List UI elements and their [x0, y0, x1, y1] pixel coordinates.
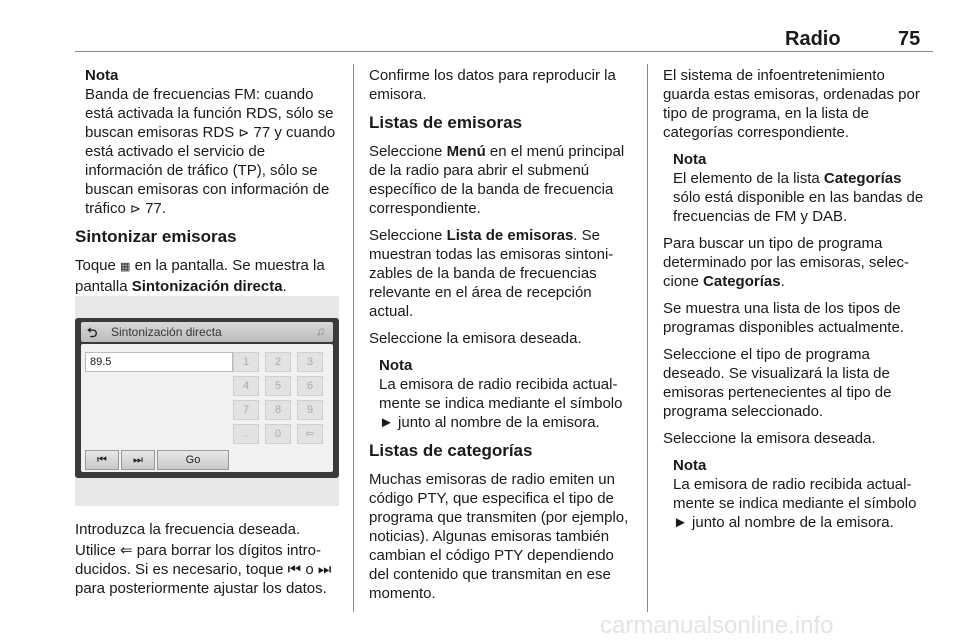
column-divider — [647, 64, 648, 612]
page-ref-arrow-icon: ⊳ — [130, 201, 141, 216]
key-5[interactable]: 5 — [265, 376, 291, 396]
key-7[interactable]: 7 — [233, 400, 259, 420]
key-dot[interactable]: . — [233, 424, 259, 444]
note-text: y cuando está activado el servicio de información de tráfico (TP), sólo se buscan emisoras con información de tráfico — [85, 124, 336, 217]
page-number: 75 — [898, 28, 921, 50]
screen-body — [81, 344, 333, 472]
note-heading: Nota — [673, 151, 707, 168]
key-0[interactable]: 0 — [265, 424, 291, 444]
note-categorias: Nota El elemento de la lista Categorías sólo está disponible en las bandas de frecuencias de FM y DAB. — [673, 150, 931, 226]
key-1[interactable]: 1 — [233, 352, 259, 372]
seek-back-icon: ⏮ — [287, 561, 302, 578]
note-heading: Nota — [379, 357, 413, 374]
paragraph-buscar: Para buscar un tipo de programa determinado por las emisoras, seleccione Categorías. — [663, 235, 909, 290]
key-6[interactable]: 6 — [297, 376, 323, 396]
note-current-station — [379, 356, 634, 432]
key-8[interactable]: 8 — [265, 400, 291, 420]
tune-icon: ▦ — [120, 261, 131, 273]
skip-forward-icon: ⏭ — [133, 454, 143, 466]
seek-back-button[interactable] — [85, 450, 119, 470]
seek-forward-icon: ⏭ — [317, 561, 332, 578]
watermark: carmanualsonline.info — [600, 612, 834, 639]
note-heading: Nota — [673, 457, 707, 474]
section-title: Radio — [785, 28, 841, 50]
back-arrow-icon[interactable]: ⮌ — [87, 325, 98, 340]
go-button[interactable]: Go — [157, 450, 229, 470]
key-4[interactable]: 4 — [233, 376, 259, 396]
paragraph-utilice: Utilice ⇐ para borrar los dígitos introducidos. Si es necesario, toque ⏮ o ⏭ para posteriormente ajustar los datos. — [75, 542, 332, 597]
note-text: Banda de frecuencias FM: cuando está activada la función RDS, sólo se buscan emisoras RDS — [85, 86, 334, 141]
note-heading: Nota — [85, 67, 119, 84]
column-2 — [369, 66, 634, 611]
paragraph-sistema: El sistema de infoentretenimiento guarda estas emisoras, ordenadas por tipo de programa, en la lista de categorías correspondiente. — [663, 67, 920, 141]
column-divider — [353, 64, 354, 612]
header-rule — [75, 51, 933, 52]
heading-listas-categorias: Listas de categorías — [369, 441, 533, 460]
page-ref[interactable]: 77. — [145, 200, 166, 217]
key-3[interactable]: 3 — [297, 352, 323, 372]
heading-listas-emisoras: Listas de emisoras — [369, 113, 523, 132]
column-1 — [75, 66, 343, 304]
paragraph-seleccione: Seleccione la emisora deseada. — [369, 330, 582, 347]
music-note-icon: ♫ — [316, 324, 325, 338]
page-ref[interactable]: 77 — [253, 124, 271, 141]
key-9[interactable]: 9 — [297, 400, 323, 420]
paragraph-confirme: Confirme los datos para reproducir la emisora. — [369, 67, 616, 103]
paragraph-introduzca: Introduzca la frecuencia deseada. — [75, 521, 301, 538]
note-fm-band — [85, 66, 343, 218]
page-ref-arrow-icon: ⊳ — [238, 125, 250, 140]
paragraph-muestra: Se muestra una lista de los tipos de programas disponibles actualmente. — [663, 300, 904, 336]
heading-sintonizar: Sintonizar emisoras — [75, 227, 237, 246]
frequency-input[interactable]: 89.5 — [85, 352, 233, 372]
paragraph-pty: Muchas emisoras de radio emiten un código PTY, que especifica el tipo de programa que transmiten (por ejemplo, noticias). Algunas emisoras también cambian el código PTY dependiendo del contenido que transmitan en ese momento. — [369, 471, 629, 602]
screen-frame — [75, 318, 339, 478]
backspace-icon: ⇐ — [120, 542, 133, 559]
paragraph-seleccione: Seleccione la emisora deseada. — [663, 430, 876, 447]
column-3 — [663, 66, 931, 540]
skip-back-icon: ⏮ — [97, 454, 107, 466]
column-1-bottom — [75, 520, 343, 606]
paragraph-tipo: Seleccione el tipo de programa deseado. Se visualizará la lista de emisoras pertenecientes al tipo de programa seleccionado. — [663, 346, 892, 420]
key-2[interactable]: 2 — [265, 352, 291, 372]
paragraph-menu: Seleccione Menú en el menú principal de la radio para abrir el submenú específico de la banda de frecuencia correspondiente. — [369, 143, 625, 217]
note-current-station — [673, 456, 931, 532]
paragraph-lista: Seleccione Lista de emisoras. Se muestran todas las emisoras sintonizables de la banda de frecuencias relevante en el área de recepción actual. — [369, 227, 614, 320]
seek-forward-button[interactable] — [121, 450, 155, 470]
note-text: La emisora de radio recibida actualmente se indica mediante el símbolo ► junto al nombre de la emisora. — [379, 376, 623, 431]
screen-title: Sintonización directa — [111, 325, 222, 339]
note-text: La emisora de radio recibida actualmente se indica mediante el símbolo ► junto al nombre de la emisora. — [673, 476, 917, 531]
direct-tuning-screenshot — [75, 296, 339, 506]
paragraph-toque: Toque ▦ en la pantalla. Se muestra la pantalla Sintonización directa. — [75, 257, 325, 295]
screen-title-bar — [81, 322, 333, 342]
key-backspace[interactable]: ⇐ — [297, 424, 323, 444]
